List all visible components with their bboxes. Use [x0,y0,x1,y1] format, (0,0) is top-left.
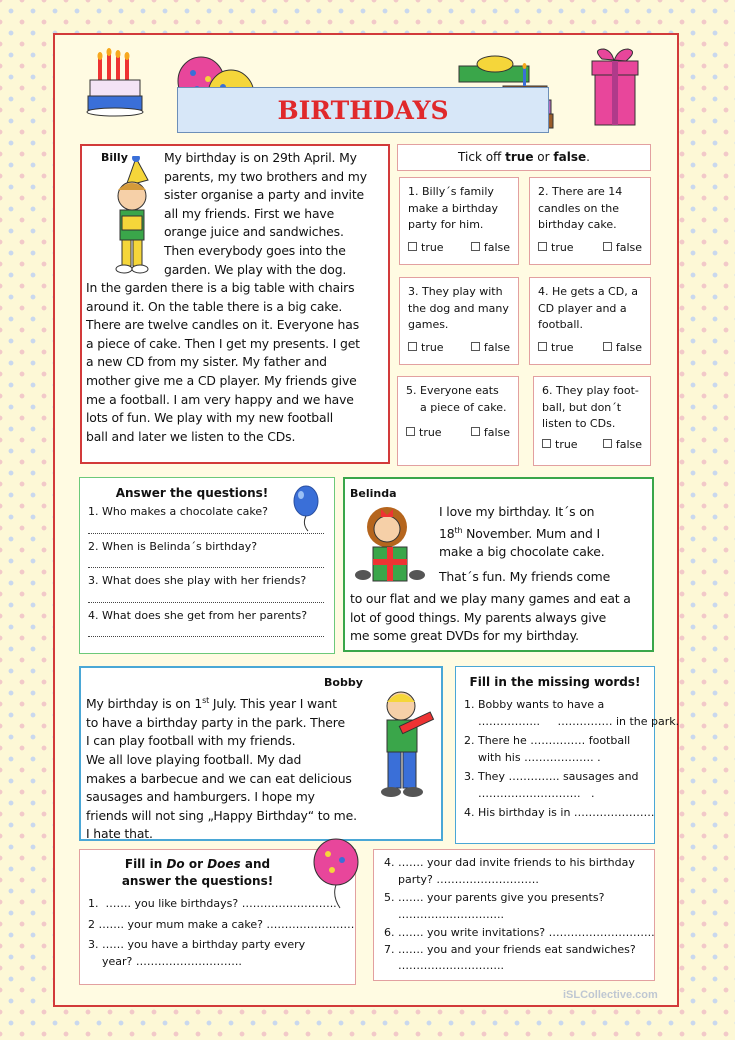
do-does-line: 5. ……. your parents give you presents? [384,891,605,904]
billy-line: parents, my two brothers and my [164,168,367,184]
date-suffix: th [454,525,463,535]
answer-questions-box [79,477,335,654]
do-does-line: year? ……………………….. [88,954,242,968]
tf-line: ball, but don´t [542,400,622,414]
belinda-story-top [439,503,653,587]
billy-line: lots of fun. We play with my new football [86,410,334,426]
tick-title-true: true [505,150,534,164]
billy-story-box [80,144,390,464]
answer-line[interactable] [88,555,324,568]
missing-words-box [455,666,680,844]
tf-line: 2. There are 14 [538,185,623,198]
tf-line: the dog and many [408,301,509,315]
tf-line: a piece of cake. [406,400,507,414]
tf-line: party for him. [408,218,484,231]
boy-with-party-hat-icon [96,156,166,282]
belinda-line [439,522,653,544]
billy-line: a new CD from my sister. My father and [86,354,327,370]
billy-line: sister organise a party and invite [164,187,365,203]
billy-line: me a football. I am very happy and we have [86,391,354,407]
tf-item-6 [533,376,651,466]
do-does-line: 1. ……. you like birthdays? …………………….. [88,897,337,910]
tf-line: CD player and a [538,301,627,315]
billy-line: ball and later we listen to the CDs. [86,428,296,444]
question-4: 4. What does she get from her parents? [88,608,308,622]
true-checkbox[interactable] [406,425,442,442]
billy-line: a piece of cake. Then I get my presents. I get [86,335,360,351]
tf-item-4 [529,277,651,365]
do-does-line: ……………………….. [384,907,504,921]
belinda-story-bottom [350,590,654,646]
missing-line: ………………………. . [464,786,595,800]
bobby-line: sausages and hamburgers. I hope my [86,789,315,805]
boy-with-party-horn-icon [371,686,439,804]
missing-line: 3. They ………….. sausages and [464,770,639,783]
bobby-line: I can play football with my friends. [86,733,296,749]
girl-with-gift-icon [351,503,429,589]
tf-line: birthday cake. [538,218,617,231]
do-does-line: ……………………….. [384,959,504,972]
false-checkbox[interactable] [603,340,642,357]
belinda-line: to our flat and we play many games and eat a [350,591,631,606]
missing-line: …………….. …………… in the park. [464,714,680,728]
blue-balloon-icon [292,484,322,532]
missing-line: with his ………………. . [464,750,601,764]
belinda-line-rest: November. Mum and I [462,525,600,541]
missing-line: 1. Bobby wants to have a [464,698,605,711]
answer-line[interactable] [88,521,324,534]
tf-item-5 [397,376,519,466]
gift-box-icon [590,45,640,130]
tick-title-end: . [586,150,590,164]
answer-line[interactable] [88,624,324,637]
false-label: false [483,425,510,439]
bobby-line: to have a birthday party in the park. There [86,714,345,730]
false-checkbox[interactable] [471,240,510,257]
date-number: 18 [439,525,455,541]
tf-item-1 [399,177,519,265]
do-does-line: 6. ……. you write invitations? ……………………….. [384,926,655,939]
date-suffix: st [202,696,210,705]
do-does-continued-box [373,849,655,981]
belinda-line: me some great DVDs for my birthday. [350,628,579,644]
true-checkbox[interactable] [408,240,444,257]
billy-line: There are twelve candles on it. Everyone has [86,317,359,333]
true-label: true [421,240,444,254]
tf-line: 5. Everyone eats [406,384,499,397]
do-does-line: party? ………………………. [384,872,539,886]
bobby-story [86,692,381,844]
true-label: true [551,240,574,254]
false-checkbox[interactable] [471,425,510,442]
belinda-line: make a big chocolate cake. [439,544,605,560]
tick-off-header [397,144,651,171]
tf-line: 1. Billy´s family [408,185,494,198]
bobby-line: friends will not sing „Happy Birthday“ to me. [86,807,357,823]
belinda-story-box [343,477,654,652]
tf-line: make a birthday [408,201,499,215]
bobby-story-box [79,666,443,841]
tf-item-2 [529,177,651,265]
birthday-cake-icon [86,48,146,118]
false-label: false [483,340,510,354]
tick-title-false: false [553,150,587,164]
do-does-title [88,856,307,890]
tf-line: listen to CDs. [542,417,616,430]
billy-line: mother give me a CD player. My friends give [86,372,357,388]
true-checkbox[interactable] [408,340,444,357]
true-label: true [421,340,444,354]
do-does-line: 7. ……. you and your friends eat sandwiches? [384,942,636,956]
question-1: 1. Who makes a chocolate cake? [88,505,269,518]
false-checkbox[interactable] [603,240,642,257]
title-banner [177,87,549,133]
billy-name: Billy [101,151,128,164]
belinda-line: That´s fun. My friends come [439,568,611,584]
title-do: Do [166,857,185,871]
belinda-line: lot of good things. My parents always give [350,609,607,625]
false-label: false [615,240,642,254]
billy-line: all my friends. First we have [164,205,335,221]
tf-line: 4. He gets a CD, a [538,285,638,298]
do-does-line: 2 ……. your mum make a cake? …………………… [88,917,355,931]
true-label: true [551,340,574,354]
tick-title-mid: or [533,150,554,164]
title-part: or [184,857,208,871]
missing-line: 4. His birthday is in …………………. [464,806,655,819]
true-checkbox[interactable] [542,437,578,454]
billy-line: My birthday is on 29th April. My [164,150,357,165]
title-part: and [240,857,271,871]
tf-line: candles on the [538,201,620,215]
tf-line: football. [538,318,583,331]
bobby-line-rest: July. This year I want [209,696,337,712]
belinda-name: Belinda [350,487,397,500]
title-line2: answer the questions! [121,874,274,888]
title-part: Fill in [124,857,167,871]
question-3: 3. What does she play with her friends? [88,574,307,587]
answer-title: Answer the questions! [115,486,269,500]
footer-watermark: iSLCollective.com [563,989,658,1001]
tf-item-3 [399,277,519,365]
bobby-line: makes a barbecue and we can eat delicious [86,770,352,786]
tick-title-pre: Tick off [458,150,506,164]
bobby-name: Bobby [324,676,363,689]
false-label: false [615,340,642,354]
billy-story-top [164,149,386,279]
bobby-line-pre: My birthday is on 1 [86,696,203,712]
do-does-line: 3. …… you have a birthday party every [88,938,306,951]
do-does-box [79,849,356,985]
true-checkbox[interactable] [538,240,574,257]
false-label: false [615,437,642,451]
false-checkbox[interactable] [603,437,642,454]
page-title: BIRTHDAYS [277,96,449,125]
bobby-line: I hate that. [86,826,153,842]
do-does-line: 4. ……. your dad invite friends to his birthday [384,856,635,869]
tf-line: games. [408,318,449,331]
billy-line: orange juice and sandwiches. [164,224,344,240]
true-checkbox[interactable] [538,340,574,357]
missing-title: Fill in the missing words! [469,675,641,689]
billy-line: Then everybody goes into the [164,242,346,258]
billy-story-bottom [86,279,386,446]
false-checkbox[interactable] [471,340,510,357]
belinda-line: I love my birthday. It´s on [439,504,595,519]
false-label: false [483,240,510,254]
missing-line: 2. There he …………… football [464,734,631,747]
billy-line: garden. We play with the dog. [164,261,347,277]
true-label: true [555,437,578,451]
bobby-line: We all love playing football. My dad [86,751,302,767]
title-does: Does [207,857,241,871]
tf-line: 3. They play with [408,285,503,298]
tf-line: 6. They play foot- [542,384,639,397]
answer-line[interactable] [88,590,324,603]
billy-line: around it. On the table there is a big cake. [86,298,343,314]
pink-balloon-icon [310,838,364,910]
billy-line: In the garden there is a big table with chairs [86,280,355,295]
question-2: 2. When is Belinda´s birthday? [88,539,258,553]
true-label: true [419,425,442,439]
bobby-line [86,692,381,714]
